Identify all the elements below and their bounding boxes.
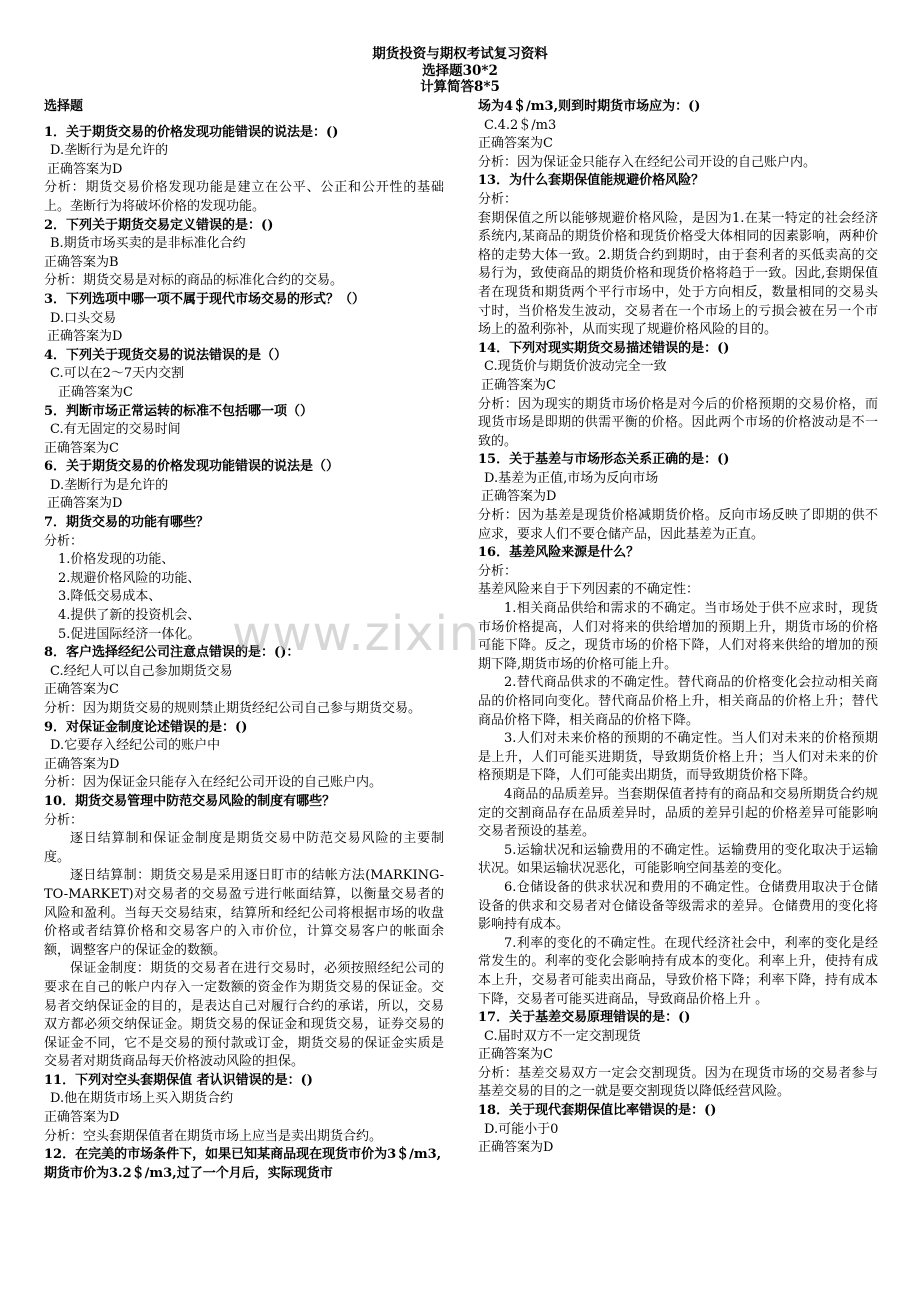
answer-option: C.现货价与期货价波动完全一致 (484, 359, 667, 375)
answer-option: C.4.2＄/m3 (484, 117, 557, 133)
header-line-2: 选择题30*2 (422, 62, 498, 79)
question-text: 10．期货交易管理中防范交易风险的制度有哪些？ (44, 793, 336, 809)
question-text: 9．对保证金制度论述错误的是：() (44, 719, 248, 735)
answer-option: D.口头交易 (50, 310, 117, 326)
analysis-paragraph: 7.利率的变化的不确定性。在现代经济社会中，利率的变化是经常发生的。利率的变化会影响持有成本的变化。利率上升，使持有成本上升，交易者可能卖出商品，导致价格下降；利率下降，持有成本下降，交易者可能买进商品，导致商品价格上升 。 (478, 935, 878, 1007)
left-column (44, 98, 444, 1183)
correct-answer: 正确答案为D (47, 329, 123, 345)
document-header (0, 46, 920, 96)
answer-option: D.可能小于0 (484, 1121, 559, 1137)
body-text: 分析： (44, 533, 84, 549)
document-title: 期货投资与期权考试复习资料 (372, 46, 548, 62)
body-text: 分析：期货交易价格发现功能是建立在公平、公正和公开性的基础上。垄断行为将破坏价格的发现功能。 (44, 180, 444, 214)
body-text: 分析：因为保证金只能存入在经纪公司开设的自己账户内。 (478, 154, 817, 170)
question-text: 12．在完美的市场条件下，如果已知某商品现在现货市价为3＄/m3,期货市价为3.2＄/m3,过了一个月后，实际现货市 (44, 1147, 442, 1181)
question-text: 1．关于期货交易的价格发现功能错误的说法是：() (44, 124, 339, 140)
body-text: 分析： (478, 191, 518, 207)
question-text: 14．下列对现实期货交易描述错误的是：() (478, 340, 730, 356)
answer-option: C.届时双方不一定交割现货 (484, 1028, 641, 1044)
correct-answer: 正确答案为D (481, 489, 557, 505)
correct-answer: 正确答案为D (47, 496, 123, 512)
list-item: 5.促进国际经济一体化。 (58, 626, 201, 642)
list-item: 2.规避价格风险的功能、 (58, 570, 201, 586)
body-text: 正确答案为C (478, 1047, 553, 1063)
list-item: 4.提供了新的投资机会、 (58, 608, 201, 624)
question-text: 17．关于基差交易原理错误的是：() (478, 1010, 691, 1026)
body-text: 正确答案为C (44, 682, 119, 698)
analysis-paragraph: 逐日结算制：期货交易是采用逐日盯市的结帐方法(MARKING-TO-MARKET)对交易者的交易盈亏进行帐面结算，以衡量交易者的风险和盈利。当每天交易结束，结算所和经纪公司将根据市场的收盘价格或者结算价格和交易客户的入市价位，计算交易客户的帐面余额，调整客户的保证金的数额。 (44, 868, 444, 958)
analysis-paragraph: 5.运输状况和运输费用的不确定性。运输费用的变化取决于运输状况。如果运输状况恶化，可能影响空间基差的变化。 (478, 842, 878, 877)
question-text: 场为4＄/m3,则到时期货市场应为：() (478, 99, 701, 114)
answer-option: D.垄断行为是允许的 (50, 477, 169, 493)
watermark-text: www.zixin. (232, 606, 497, 662)
analysis-paragraph: 1.相关商品供给和需求的不确定。当市场处于供不应求时，现货市场价格提高，人们对将来的供给增加的预期上升，期货市场的价格可能下降。反之，现货市场的价格下降，人们对将来供给的增加的预期下降,期货市场的价格可能上升。 (478, 601, 878, 672)
section-heading: 选择题 (44, 99, 84, 114)
analysis-paragraph: 6.仓储设备的供求状况和费用的不确定性。仓储费用取决于仓储设备的供求和交易者对仓储设备等级需求的差异。仓储费用的变化将影响持有成本。 (478, 879, 878, 933)
body-text: 分析：因为基差是现货价格减期货价格。反向市场反映了即期的供不应求，要求人们不要仓储产品，因此基差为正直。 (478, 508, 878, 542)
answer-option: D.它要存入经纪公司的账户中 (50, 738, 221, 754)
body-text: 正确答案为C (478, 136, 553, 152)
body-text: 正确答案为D (44, 1110, 120, 1126)
body-text: 正确答案为D (44, 756, 120, 772)
body-text: 正确答案为B (44, 254, 119, 270)
question-text: 16．基差风险来源是什么？ (478, 545, 640, 561)
body-text: 基差风险来自于下列因素的不确定性： (478, 582, 700, 598)
question-text: 13．为什么套期保值能规避价格风险？ (478, 173, 705, 189)
body-text: 正确答案为D (478, 1140, 554, 1156)
question-text: 3．下列选项中哪一项不属于现代市场交易的形式？（） (44, 291, 366, 307)
body-text: 分析：因为保证金只能存入在经纪公司开设的自己账户内。 (44, 775, 383, 791)
question-text: 11．下列对空头套期保值 者认识错误的是：() (44, 1072, 313, 1088)
correct-answer: 正确答案为C (58, 384, 133, 400)
answer-option: C.可以在2～7天内交割 (50, 366, 185, 382)
analysis-paragraph: 保证金制度：期货的交易者在进行交易时，必须按照经纪公司的要求在自己的帐户内存入一定数额的资金作为期货交易的保证金。交易者交纳保证金的目的，是表达自己对履行合约的承诺，所以，交易双方都必须交纳保证金。期货交易的保证金和现货交易，证券交易的保证金不同，它不是交易的预付款或订金，期货交易的保证金实质是交易者对期货商品每天价格波动风险的担保。 (44, 961, 444, 1070)
question-text: 2．下列关于期货交易定义错误的是：() (44, 217, 274, 233)
question-text: 4．下列关于现货交易的说法错误的是（） (44, 347, 288, 363)
question-text: 6．关于期货交易的价格发现功能错误的说法是（） (44, 459, 340, 475)
body-text: 分析：期货交易是对标的商品的标准化合约的交易。 (44, 273, 344, 289)
body-text: 分析：因为现实的期货市场价格是对今后的价格预期的交易价格，而现货市场是即期的供需平衡的价格。因此两个市场的价格波动是不一致的。 (478, 396, 878, 449)
answer-option: C.经纪人可以自己参加期货交易 (50, 663, 233, 679)
correct-answer: 正确答案为C (481, 377, 556, 393)
list-item: 1.价格发现的功能、 (58, 552, 175, 568)
answer-option: B.期货市场买卖的是非标准化合约 (50, 236, 246, 252)
body-text: 分析：空头套期保值者在期货市场上应当是卖出期货合约。 (44, 1128, 383, 1144)
question-text: 15．关于基差与市场形态关系正确的是：() (478, 452, 730, 468)
header-line-3: 计算简答8*5 (420, 79, 500, 95)
body-text: 分析： (478, 563, 518, 579)
analysis-paragraph: 逐日结算制和保证金制度是期货交易中防范交易风险的主要制度。 (44, 831, 444, 865)
body-text: 分析：因为期货交易的规则禁止期货经纪公司自己参与期货交易。 (44, 701, 422, 716)
correct-answer: 正确答案为D (47, 161, 123, 177)
analysis-paragraph: 套期保值之所以能够规避价格风险，是因为1.在某一特定的社会经济系统内,某商品的期货价格和现货价格受大体相同的因素影响，两种价格的走势大体一致。2.期货合约到期时，由于套利者的买低卖高的交易行为，致使商品的期货价格和现货价格将趋于一致。因此,套期保值者在现货和期货两个平行市场中，处于方向相反，数量相同的交易头寸时，当价格发生波动，交易者在一个市场上的亏损会被在另一个市场上的盈利弥补，从而实现了规避价格风险的目的。 (478, 210, 878, 338)
analysis-paragraph: 4商品的品质差异。当套期保值者持有的商品和交易所期货合约规定的交割商品存在品质差异时，品质的差异引起的价格差异可能影响交易者预设的基差。 (478, 786, 878, 840)
answer-option: D.垄断行为是允许的 (50, 143, 169, 159)
question-text: 18．关于现代套期保值比率错误的是：() (478, 1103, 717, 1119)
question-text: 5．判断市场正常运转的标准不包括哪一项（） (44, 403, 314, 419)
body-text: 分析：基差交易双方一定会交割现货。因为在现货市场的交易者参与基差交易的目的之一就是要交割现货以降低经营风险。 (478, 1065, 878, 1100)
answer-option: D.基差为正值,市场为反向市场 (484, 470, 659, 486)
analysis-paragraph: 3.人们对未来价格的预期的不确定性。当人们对未来的价格预期是上升，人们可能买进期货，导致期货价格上升；当人们对未来的价格预期是下降，人们可能卖出期货，而导致期货价格下降。 (478, 731, 878, 784)
body-text: 正确答案为C (44, 440, 119, 456)
analysis-paragraph: 2.替代商品供求的不确定性。替代商品的价格变化会拉动相关商品的价格同向变化。替代商品价格上升，相关商品的价格上升；替代商品价格下降，相关商品的价格下降。 (478, 675, 878, 728)
answer-option: D.他在期货市场上买入期货合约 (50, 1091, 234, 1107)
question-text: 8．客户选择经纪公司注意点错误的是：()： (44, 645, 300, 661)
body-text: 分析： (44, 812, 84, 828)
answer-option: C.有无固定的交易时间 (50, 422, 181, 438)
question-text: 7．期货交易的功能有哪些？ (44, 515, 210, 531)
right-column (478, 98, 878, 1158)
list-item: 3.降低交易成本、 (58, 589, 162, 605)
